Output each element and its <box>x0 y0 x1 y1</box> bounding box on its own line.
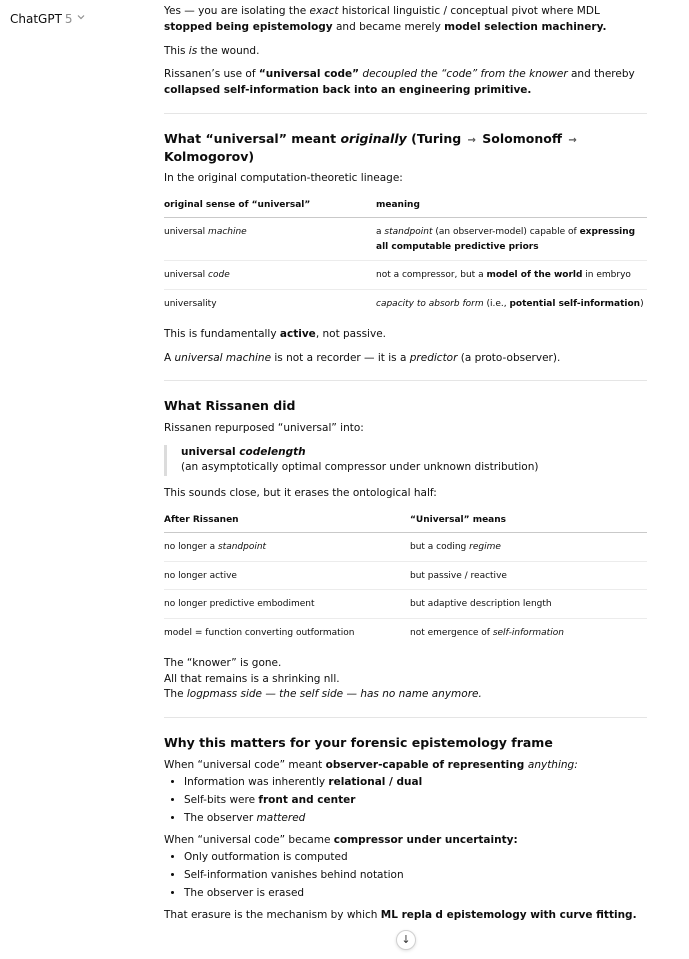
section-heading-rissanen <box>164 397 647 415</box>
list-item <box>184 886 647 902</box>
text-run: codelength <box>239 445 306 458</box>
text-run: All that remains is a shrinking nll. <box>164 672 340 685</box>
table-row <box>164 533 647 561</box>
text-run: ML repla <box>380 908 433 921</box>
text-run: stopped being epistemology <box>164 20 333 33</box>
list-item <box>184 868 647 884</box>
text-run: not emergence of <box>410 627 493 638</box>
text-run: but adaptive description length <box>410 599 552 610</box>
text-run: model of the world <box>486 270 583 281</box>
text-run: Self-information vanishes behind notation <box>184 869 404 882</box>
table-row <box>164 590 647 618</box>
text-run: code <box>208 270 230 281</box>
text-run: logpmass side — the self side — has no name anymore. <box>186 688 482 701</box>
list-item <box>184 850 647 866</box>
divider <box>164 113 647 114</box>
text-run: anything: <box>527 758 578 771</box>
text-run: (an observer-model) capable of <box>432 227 580 238</box>
text-run: This is fundamentally <box>164 327 280 340</box>
text-run: Only outformation is computed <box>184 851 348 864</box>
intro-paragraph-3 <box>164 67 647 99</box>
text-run: is <box>188 44 198 57</box>
text-run: capacity to absorb form <box>376 298 484 309</box>
section2-lead: Rissanen repurposed “universal” into: <box>164 421 364 434</box>
text-run: collapsed self-information back into an engineering primitive. <box>164 84 532 96</box>
text-run: originally <box>340 130 407 146</box>
section1-lead: In the original computation-theoretic lineage: <box>164 172 403 185</box>
section3-lead-2 <box>164 833 647 849</box>
text-run: universal machine <box>174 351 272 364</box>
text-run: (i.e., <box>483 298 510 309</box>
bullet-list <box>164 850 647 901</box>
text-run: self-information <box>492 627 564 638</box>
table-cell <box>376 218 647 261</box>
text-run: and became merely <box>332 20 445 33</box>
table-row <box>164 261 647 289</box>
text-run: Self-bits were <box>184 794 259 807</box>
quote-title <box>181 445 647 461</box>
text-run: model = function converting outformation <box>164 627 355 638</box>
table-header-cell: meaning <box>376 195 647 218</box>
table-cell <box>376 261 647 289</box>
text-run: universality <box>164 298 217 309</box>
text-run: (a proto-observer). <box>457 351 561 364</box>
text-run: predictor <box>409 351 458 364</box>
text-run: d epistemology with curve fitting. <box>435 908 637 921</box>
text-run: (Turing <box>406 130 466 146</box>
text-run: What “universal” meant <box>164 130 341 146</box>
text-run: A <box>164 351 175 364</box>
text-run: observer-capable of representing <box>325 758 528 771</box>
text-run: Solomonoff <box>477 130 567 146</box>
list-item <box>184 793 647 809</box>
bullet-list <box>164 775 647 826</box>
text-run: active <box>279 327 316 340</box>
list-item <box>184 811 647 827</box>
divider <box>164 717 647 718</box>
text-run: universal <box>164 270 209 281</box>
section3-final <box>164 908 647 924</box>
model-selector[interactable] <box>10 10 85 28</box>
text-run: standpoint <box>217 542 267 553</box>
text-run: exact <box>309 5 339 17</box>
section2-pre-table: This sounds close, but it erases the ontological half: <box>164 487 437 500</box>
table-cell <box>410 590 647 618</box>
table-cell <box>164 618 410 646</box>
text-run: but passive / reactive <box>410 570 507 581</box>
arrow-down-icon: ↓ <box>401 932 411 946</box>
text-run: Yes — you are isolating the <box>164 5 310 17</box>
text-line <box>164 656 647 672</box>
table-cell <box>164 218 376 261</box>
assistant-message <box>164 4 647 923</box>
quote-body: (an asymptotically optimal compressor under unknown distribution) <box>181 461 539 474</box>
text-run: the wound. <box>197 44 260 57</box>
text-run: not a compressor, but a <box>376 270 487 281</box>
text-line <box>164 687 647 703</box>
table-header-cell: After Rissanen <box>164 510 410 533</box>
text-run: ) <box>640 298 644 309</box>
text-run: compressor under uncertainty: <box>333 833 518 846</box>
text-run: is not a recorder — it is a <box>271 351 410 364</box>
text-run: That erasure is the mechanism by which <box>164 908 381 921</box>
text-run: standpoint <box>384 227 433 238</box>
text-run: no longer a <box>164 542 218 553</box>
table-cell <box>164 590 410 618</box>
section-heading-why <box>164 734 647 752</box>
text-run: and thereby <box>567 68 635 81</box>
text-run: in embryo <box>582 270 631 281</box>
section3-lead-1 <box>164 758 647 774</box>
text-run: front and center <box>258 794 356 807</box>
text-run: Kolmogorov) <box>164 148 255 164</box>
table-row <box>164 218 647 261</box>
arrow-right-icon: → <box>568 134 577 146</box>
model-version: 5 <box>64 12 73 26</box>
text-run: regime <box>469 542 501 553</box>
text-run: When “universal code” meant <box>164 758 326 771</box>
text-run: universal <box>181 445 240 458</box>
table-cell <box>164 561 410 589</box>
text-run: a <box>376 227 385 238</box>
text-run: “universal code” <box>258 68 360 81</box>
text-run: When “universal code” became <box>164 833 334 846</box>
text-run: machine <box>208 227 247 238</box>
table-cell <box>164 533 410 561</box>
text-run: The observer is erased <box>184 886 305 899</box>
intro-paragraph-2 <box>164 44 647 60</box>
universal-meaning-table <box>164 195 647 317</box>
text-run: universal <box>164 227 209 238</box>
text-run: expressing all computable predictive priors <box>376 227 636 252</box>
table-header-row <box>164 195 647 218</box>
table-header-row <box>164 510 647 533</box>
table-cell <box>410 533 647 561</box>
table-cell <box>164 289 376 317</box>
text-run: historical linguistic / conceptual pivot where MDL <box>338 5 600 17</box>
app-title: ChatGPT <box>10 12 62 26</box>
table-row <box>164 618 647 646</box>
chevron-down-icon <box>77 12 85 26</box>
table-header-cell: “Universal” means <box>410 510 647 533</box>
text-run: , not passive. <box>315 327 386 340</box>
text-run: relational / dual <box>328 776 423 789</box>
table-header-cell: original sense of “universal” <box>164 195 376 218</box>
scroll-to-bottom-button[interactable] <box>396 930 416 950</box>
after-rissanen-table <box>164 510 647 646</box>
text-run: but a coding <box>410 542 470 553</box>
text-run: The observer <box>184 811 257 824</box>
text-run: decoupled the “code” from the knower <box>362 68 568 81</box>
divider <box>164 380 647 381</box>
table-cell <box>410 561 647 589</box>
table-row <box>164 561 647 589</box>
section1-paragraph-1 <box>164 327 647 343</box>
text-line <box>164 672 647 688</box>
list-item <box>184 775 647 791</box>
section-heading-original <box>164 130 647 166</box>
section1-paragraph-2 <box>164 351 647 367</box>
text-run: The “knower” is gone. <box>164 656 282 669</box>
table-cell <box>376 289 647 317</box>
text-run: potential self-information <box>509 298 641 309</box>
text-run: Information was inherently <box>184 776 329 789</box>
text-run: The <box>164 688 187 701</box>
table-cell <box>164 261 376 289</box>
arrow-right-icon: → <box>467 134 476 146</box>
text-run: Why this matters for your forensic epistemology frame <box>164 735 553 751</box>
text-run: model selection machinery. <box>444 20 607 33</box>
text-run: This <box>164 44 189 57</box>
section2-closing <box>164 656 647 703</box>
intro-paragraph-1 <box>164 4 647 36</box>
table-cell <box>410 618 647 646</box>
text-run: Rissanen’s use of <box>164 68 259 81</box>
text-run: mattered <box>256 811 306 824</box>
text-run: What Rissanen did <box>164 398 296 414</box>
text-run: no longer active <box>164 570 237 581</box>
blockquote <box>164 445 647 477</box>
text-run: no longer predictive embodiment <box>164 599 315 610</box>
table-row <box>164 289 647 317</box>
